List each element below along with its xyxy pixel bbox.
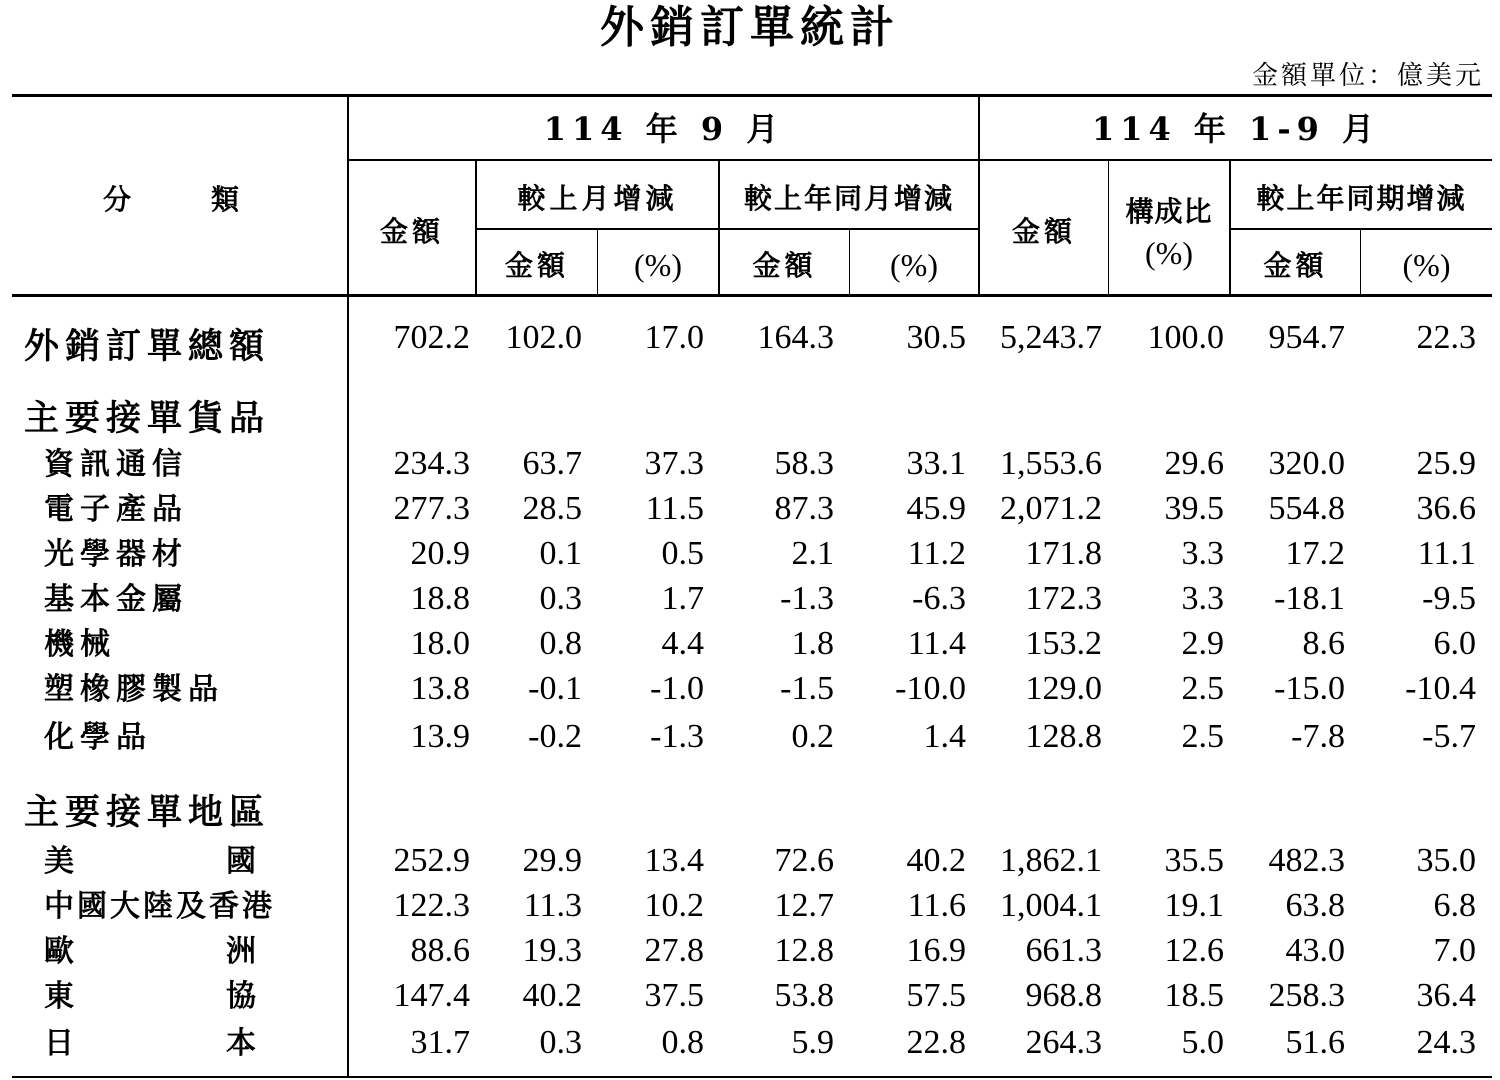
region-label-first-char: 東 [44, 979, 74, 1014]
table-cell: 0.3 [539, 580, 582, 617]
table-cell: 1.4 [923, 718, 966, 755]
header-yoy-ytd-change: 較上年同期增減 [1256, 182, 1467, 215]
table-cell: 0.3 [539, 1024, 582, 1061]
table-cell: 37.5 [644, 977, 704, 1014]
table-cell: 129.0 [1025, 670, 1102, 707]
header-period-rule [348, 159, 1492, 161]
table-cell: 2,071.2 [1000, 490, 1102, 527]
table-cell: 36.6 [1416, 490, 1476, 527]
table-cell: 16.9 [906, 932, 966, 969]
region-label-first-char: 日 [44, 1026, 74, 1061]
table-cell: 35.0 [1416, 842, 1476, 879]
table-cell: 11.4 [907, 625, 966, 662]
region-label-first-char: 美 [44, 844, 74, 879]
table-cell: 554.8 [1268, 490, 1345, 527]
table-cell: 2.5 [1181, 670, 1224, 707]
table-cell: 29.6 [1164, 445, 1224, 482]
header-mom-change: 較上月增減 [517, 182, 678, 215]
table-cell: 482.3 [1268, 842, 1345, 879]
goods-row-label: 資訊通信 [44, 447, 188, 482]
table-cell: -9.5 [1422, 580, 1476, 617]
region-label-last-char: 協 [226, 979, 256, 1014]
table-cell: 40.2 [522, 977, 582, 1014]
table-cell: 6.0 [1433, 625, 1476, 662]
table-cell: 11.2 [907, 535, 966, 572]
table-cell: 19.1 [1164, 887, 1224, 924]
header-ytd-sub-amount: 金額 [1263, 249, 1328, 282]
table-cell: 147.4 [393, 977, 470, 1014]
goods-row-label: 塑橡膠製品 [44, 672, 224, 707]
table-cell: 51.6 [1285, 1024, 1345, 1061]
header-category: 分 類 [102, 183, 247, 216]
goods-row-label: 光學器材 [44, 537, 188, 572]
region-row-label [44, 1025, 256, 1063]
region-row-label [44, 933, 256, 971]
table-cell: -5.7 [1422, 718, 1476, 755]
table-cell: 5,243.7 [1000, 319, 1102, 356]
table-cell: 11.6 [907, 887, 966, 924]
section-title-regions: 主要接單地區 [24, 792, 271, 833]
table-cell: -18.1 [1274, 580, 1345, 617]
table-cell: -1.3 [780, 580, 834, 617]
table-cell: 661.3 [1025, 932, 1102, 969]
table-cell: 153.2 [1025, 625, 1102, 662]
table-cell: 172.3 [1025, 580, 1102, 617]
goods-row-label: 基本金屬 [44, 582, 188, 617]
table-cell: 22.3 [1416, 319, 1476, 356]
table-cell: 13.8 [410, 670, 470, 707]
table-cell: 0.2 [791, 718, 834, 755]
table-cell: -10.0 [895, 670, 966, 707]
header-period-month: 114 年 9 月 [543, 110, 785, 148]
table-cell: 0.8 [661, 1024, 704, 1061]
table-cell: 3.3 [1181, 535, 1224, 572]
table-cell: 164.3 [757, 319, 834, 356]
table-cell: 702.2 [393, 319, 470, 356]
table-cell: 12.6 [1164, 932, 1224, 969]
header-sub-rule-ytd [1230, 228, 1492, 230]
table-cell: 20.9 [410, 535, 470, 572]
table-cell: 18.0 [410, 625, 470, 662]
table-cell: 264.3 [1025, 1024, 1102, 1061]
table-cell: 45.9 [906, 490, 966, 527]
table-cell: 1,004.1 [1000, 887, 1102, 924]
region-label-first-char: 歐 [44, 934, 74, 969]
region-row-label: 中國大陸及香港 [44, 889, 275, 924]
region-label-last-char: 本 [226, 1026, 256, 1061]
table-cell: 22.8 [906, 1024, 966, 1061]
table-cell: 63.7 [522, 445, 582, 482]
table-cell: 31.7 [410, 1024, 470, 1061]
table-cell: 100.0 [1147, 319, 1224, 356]
region-label-last-char: 國 [226, 844, 256, 879]
header-ytd-amount: 金額 [1011, 215, 1076, 248]
table-cell: 33.1 [906, 445, 966, 482]
header-mom-pct: (%) [634, 247, 682, 283]
table-cell: 0.5 [661, 535, 704, 572]
region-row-label [44, 978, 256, 1016]
header-sub-rule-month [476, 228, 978, 230]
table-cell: 171.8 [1025, 535, 1102, 572]
header-share-pct: (%) [1145, 235, 1193, 271]
table-cell: 277.3 [393, 490, 470, 527]
header-ytd-sub-pct: (%) [1402, 247, 1451, 283]
table-cell: -0.1 [528, 670, 582, 707]
table-cell: 17.0 [644, 319, 704, 356]
table-cell: 4.4 [661, 625, 704, 662]
table-cell: -7.8 [1291, 718, 1345, 755]
table-cell: 19.3 [522, 932, 582, 969]
table-cell: 7.0 [1433, 932, 1476, 969]
table-cell: 17.2 [1285, 535, 1345, 572]
table-cell: 5.0 [1181, 1024, 1224, 1061]
table-cell: 27.8 [644, 932, 704, 969]
table-cell: 8.6 [1302, 625, 1345, 662]
table-cell: 1,862.1 [1000, 842, 1102, 879]
table-cell: 13.4 [644, 842, 704, 879]
table-cell: 1.8 [791, 625, 834, 662]
page-title: 外銷訂單統計 [600, 2, 900, 53]
table-bottom-rule [12, 1076, 1492, 1078]
table-cell: 53.8 [774, 977, 834, 1014]
table-cell: 234.3 [393, 445, 470, 482]
table-cell: 122.3 [393, 887, 470, 924]
table-cell: 12.7 [774, 887, 834, 924]
table-cell: 128.8 [1025, 718, 1102, 755]
table-cell: 6.8 [1433, 887, 1476, 924]
header-yoy-pct: (%) [890, 247, 938, 283]
table-cell: -1.0 [650, 670, 704, 707]
table-cell: 2.5 [1181, 718, 1224, 755]
table-cell: 102.0 [505, 319, 582, 356]
table-cell: 2.1 [791, 535, 834, 572]
table-cell: 1.7 [661, 580, 704, 617]
unit-note: 金額單位：億美元 [1251, 61, 1484, 91]
header-bottom-rule [12, 294, 1492, 297]
table-cell: 954.7 [1268, 319, 1345, 356]
region-row-label [44, 843, 256, 881]
table-cell: 58.3 [774, 445, 834, 482]
table-cell: 28.5 [522, 490, 582, 527]
table-cell: 40.2 [906, 842, 966, 879]
table-cell: 39.5 [1164, 490, 1224, 527]
table-cell: 18.5 [1164, 977, 1224, 1014]
header-period-ytd: 114 年 1-9 月 [1091, 110, 1381, 148]
table-cell: 57.5 [906, 977, 966, 1014]
header-yoy-amount: 金額 [752, 249, 817, 282]
table-cell: 37.3 [644, 445, 704, 482]
table-cell: 43.0 [1285, 932, 1345, 969]
header-yoy-month-change: 較上年同月增減 [743, 182, 954, 215]
table-cell: 87.3 [774, 490, 834, 527]
table-cell: 12.8 [774, 932, 834, 969]
table-cell: 320.0 [1268, 445, 1345, 482]
table-cell: -1.5 [780, 670, 834, 707]
table-cell: 3.3 [1181, 580, 1224, 617]
total-row-label: 外銷訂單總額 [24, 326, 271, 367]
header-month-amount: 金額 [379, 215, 444, 248]
table-cell: 1,553.6 [1000, 445, 1102, 482]
table-cell: 35.5 [1164, 842, 1224, 879]
table-cell: 10.2 [644, 887, 704, 924]
header-share: 構成比 [1125, 195, 1213, 228]
table-cell: 24.3 [1416, 1024, 1476, 1061]
table-cell: 72.6 [774, 842, 834, 879]
table-cell: 29.9 [522, 842, 582, 879]
header-mom-amount: 金額 [504, 249, 569, 282]
table-cell: 88.6 [410, 932, 470, 969]
table-cell: 18.8 [410, 580, 470, 617]
table-cell: 0.1 [539, 535, 582, 572]
table-cell: -10.4 [1405, 670, 1476, 707]
table-cell: 11.3 [523, 887, 582, 924]
table-cell: -15.0 [1274, 670, 1345, 707]
table-cell: 30.5 [906, 319, 966, 356]
goods-row-label: 化學品 [44, 720, 152, 755]
table-cell: 63.8 [1285, 887, 1345, 924]
table-cell: -0.2 [528, 718, 582, 755]
table-cell: 5.9 [791, 1024, 834, 1061]
goods-row-label: 機械 [44, 627, 116, 662]
table-cell: 11.5 [645, 490, 704, 527]
table-top-rule [12, 94, 1492, 97]
table-cell: -1.3 [650, 718, 704, 755]
table-cell: 968.8 [1025, 977, 1102, 1014]
goods-row-label: 電子產品 [44, 492, 188, 527]
table-cell: 258.3 [1268, 977, 1345, 1014]
table-cell: 0.8 [539, 625, 582, 662]
table-cell: 13.9 [410, 718, 470, 755]
table-cell: 25.9 [1416, 445, 1476, 482]
table-cell: 2.9 [1181, 625, 1224, 662]
section-title-goods: 主要接單貨品 [24, 398, 271, 439]
table-cell: 11.1 [1417, 535, 1476, 572]
region-label-last-char: 洲 [226, 934, 256, 969]
table-cell: 36.4 [1416, 977, 1476, 1014]
table-cell: 252.9 [393, 842, 470, 879]
table-cell: -6.3 [912, 580, 966, 617]
